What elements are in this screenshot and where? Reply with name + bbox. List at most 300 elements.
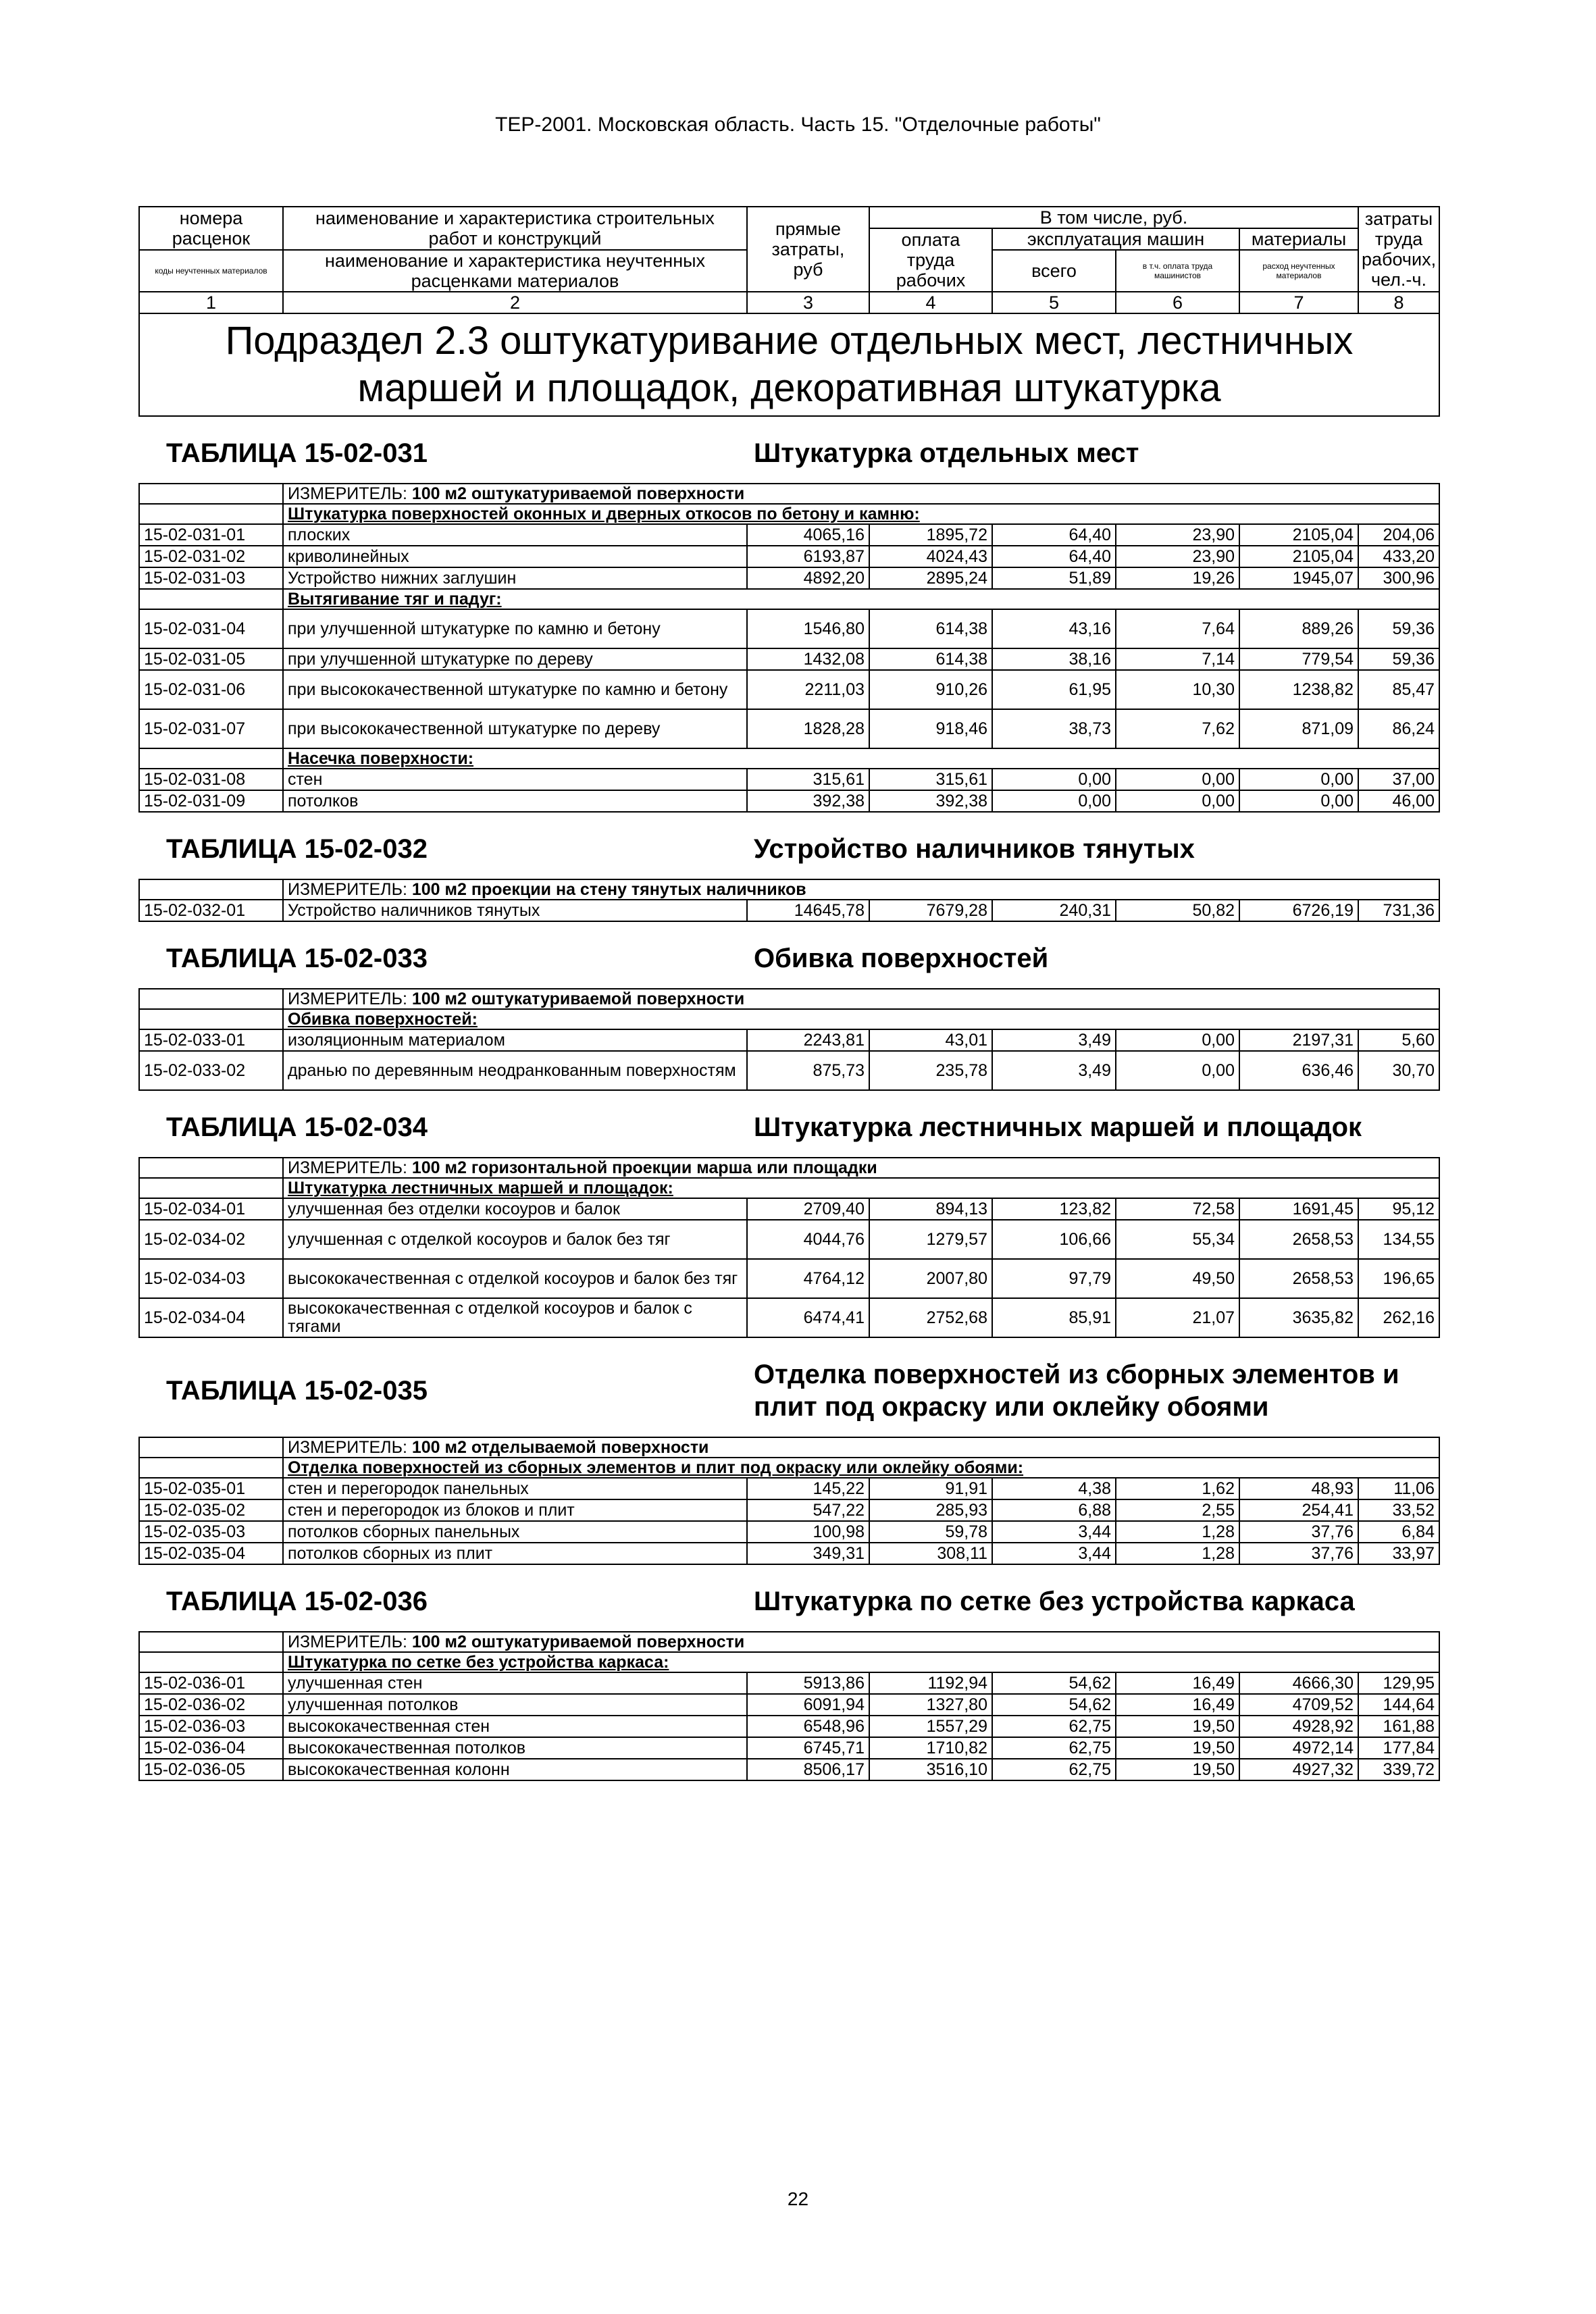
- labor-pay: 1192,94: [869, 1672, 992, 1694]
- rate-description: Устройство нижних заглушин: [283, 567, 747, 589]
- materials-cost: 636,46: [1239, 1051, 1358, 1090]
- labor-pay: 235,78: [869, 1051, 992, 1090]
- materials-cost: 1238,82: [1239, 670, 1358, 709]
- machines-total: 62,75: [992, 1716, 1116, 1737]
- labor-hours: 161,88: [1358, 1716, 1439, 1737]
- table-row: [139, 670, 1439, 709]
- labor-pay: 2007,80: [869, 1259, 992, 1298]
- table-row: [139, 1759, 1439, 1780]
- col-number: 1: [139, 292, 283, 313]
- materials-cost: 254,41: [1239, 1499, 1358, 1521]
- materials-cost: 1945,07: [1239, 567, 1358, 589]
- table-row: [139, 1499, 1439, 1521]
- rate-description: стен и перегородок панельных: [283, 1478, 747, 1499]
- rate-description: высококачественная потолков: [283, 1737, 747, 1759]
- measure-label: ИЗМЕРИТЕЛЬ:: [288, 1437, 407, 1457]
- direct-cost: 6193,87: [747, 546, 869, 567]
- machines-total: 38,73: [992, 709, 1116, 748]
- measure-label: ИЗМЕРИТЕЛЬ:: [288, 484, 407, 503]
- table-title: Штукатурка лестничных маршей и площадок: [747, 1090, 1439, 1158]
- table-name: ТАБЛИЦА 15-02-034: [139, 1090, 747, 1158]
- direct-cost: 392,38: [747, 790, 869, 812]
- labor-hours: 37,00: [1358, 769, 1439, 790]
- measure-spacer: [139, 989, 283, 1009]
- group-heading: Штукатурка лестничных маршей и площадок:: [283, 1178, 1439, 1198]
- group-heading-row: [139, 1009, 1439, 1029]
- table-row: [139, 1521, 1439, 1543]
- column-number-row: [139, 292, 1439, 313]
- measure-text: 100 м2 оштукатуриваемой поверхности: [411, 989, 745, 1008]
- measure-row: [139, 484, 1439, 504]
- machines-total: 51,89: [992, 567, 1116, 589]
- col2-header: наименование и характеристика строительных работ и конструкций: [283, 207, 747, 250]
- table-row: [139, 1198, 1439, 1220]
- rate-code: 15-02-036-04: [139, 1737, 283, 1759]
- labor-pay: 3516,10: [869, 1759, 992, 1780]
- materials-cost: 4709,52: [1239, 1694, 1358, 1716]
- rate-code: 15-02-036-02: [139, 1694, 283, 1716]
- measure-label: ИЗМЕРИТЕЛЬ:: [288, 1158, 407, 1177]
- machines-total: 54,62: [992, 1672, 1116, 1694]
- machines-header: эксплуатация машин: [992, 228, 1239, 250]
- machinists-pay: 50,82: [1116, 900, 1239, 921]
- table-name: ТАБЛИЦА 15-02-032: [139, 812, 747, 879]
- table-row: [139, 1220, 1439, 1259]
- machinists-pay: 0,00: [1116, 1029, 1239, 1051]
- group-heading-row: [139, 1652, 1439, 1672]
- machinists-pay: 49,50: [1116, 1259, 1239, 1298]
- machines-total: 38,16: [992, 648, 1116, 670]
- table-row: [139, 900, 1439, 921]
- labor-hours: 11,06: [1358, 1478, 1439, 1499]
- materials-cost: 37,76: [1239, 1543, 1358, 1564]
- direct-cost: 4764,12: [747, 1259, 869, 1298]
- table-heading-row: [139, 416, 1439, 484]
- col-number: 3: [747, 292, 869, 313]
- machines-total: 106,66: [992, 1220, 1116, 1259]
- table-title: Обивка поверхностей: [747, 921, 1439, 989]
- rate-code: 15-02-031-02: [139, 546, 283, 567]
- col-number: 7: [1239, 292, 1358, 313]
- labor-pay: 7679,28: [869, 900, 992, 921]
- machinists-pay: 21,07: [1116, 1298, 1239, 1337]
- machinists-pay: 23,90: [1116, 524, 1239, 546]
- rate-code: 15-02-034-02: [139, 1220, 283, 1259]
- direct-cost: 6745,71: [747, 1737, 869, 1759]
- rate-code: 15-02-034-03: [139, 1259, 283, 1298]
- machinists-pay: 19,50: [1116, 1737, 1239, 1759]
- machinists-pay: 10,30: [1116, 670, 1239, 709]
- labor-hours: 95,12: [1358, 1198, 1439, 1220]
- subsection-title-row: [139, 313, 1439, 416]
- rate-description: улучшенная с отделкой косоуров и балок без тяг: [283, 1220, 747, 1259]
- table-row: [139, 769, 1439, 790]
- rate-description: стен и перегородок из блоков и плит: [283, 1499, 747, 1521]
- group-heading: Насечка поверхности:: [283, 748, 1439, 769]
- materials-cost: 889,26: [1239, 609, 1358, 648]
- measure-unit: [283, 989, 1439, 1009]
- group-spacer: [139, 1652, 283, 1672]
- rate-code: 15-02-032-01: [139, 900, 283, 921]
- page-header: ТЕР-2001. Московская область. Часть 15. "Отделочные работы": [495, 113, 1101, 136]
- table-row: [139, 790, 1439, 812]
- rate-code: 15-02-031-03: [139, 567, 283, 589]
- col-number: 2: [283, 292, 747, 313]
- table-heading-row: [139, 1564, 1439, 1632]
- labor-pay: 614,38: [869, 648, 992, 670]
- machines-total: 43,16: [992, 609, 1116, 648]
- table-row: [139, 1716, 1439, 1737]
- measure-text: 100 м2 оштукатуриваемой поверхности: [411, 1632, 745, 1651]
- materials-cost: 37,76: [1239, 1521, 1358, 1543]
- incl-header: В том числе, руб.: [869, 207, 1358, 228]
- machinists-pay: 0,00: [1116, 1051, 1239, 1090]
- rate-description: высококачественная с отделкой косоуров и балок с тягами: [283, 1298, 747, 1337]
- measure-row: [139, 1632, 1439, 1652]
- page-number: 22: [787, 2188, 809, 2209]
- rate-description: высококачественная стен: [283, 1716, 747, 1737]
- rate-code: 15-02-033-02: [139, 1051, 283, 1090]
- col1-header: номера расценок: [139, 207, 283, 250]
- table-row: [139, 709, 1439, 748]
- materials-cost: 871,09: [1239, 709, 1358, 748]
- materials-cost: 6726,19: [1239, 900, 1358, 921]
- labor-hours: 134,55: [1358, 1220, 1439, 1259]
- machines-total: 64,40: [992, 524, 1116, 546]
- group-heading: Обивка поверхностей:: [283, 1009, 1439, 1029]
- rate-code: 15-02-031-09: [139, 790, 283, 812]
- labor-pay: 91,91: [869, 1478, 992, 1499]
- measure-unit: [283, 1158, 1439, 1178]
- rate-description: изоляционным материалом: [283, 1029, 747, 1051]
- direct-cost: 4892,20: [747, 567, 869, 589]
- labor-pay: 1327,80: [869, 1694, 992, 1716]
- rate-code: 15-02-034-04: [139, 1298, 283, 1337]
- col2-subheader: наименование и характеристика неучтенных расценками материалов: [283, 250, 747, 292]
- rate-description: улучшенная потолков: [283, 1694, 747, 1716]
- direct-cost: 349,31: [747, 1543, 869, 1564]
- group-heading-row: [139, 589, 1439, 609]
- materials-cost: 2105,04: [1239, 546, 1358, 567]
- rate-code: 15-02-035-01: [139, 1478, 283, 1499]
- machines-total: 3,49: [992, 1051, 1116, 1090]
- measure-row: [139, 1437, 1439, 1458]
- labor-hours: 196,65: [1358, 1259, 1439, 1298]
- labor-hours: 433,20: [1358, 546, 1439, 567]
- labor-hours: 30,70: [1358, 1051, 1439, 1090]
- direct-cost: 6548,96: [747, 1716, 869, 1737]
- col5-header: всего: [992, 250, 1116, 292]
- table-row: [139, 1478, 1439, 1499]
- col8-header: затраты труда рабочих, чел.-ч.: [1358, 207, 1439, 292]
- col3-header: прямые затраты, руб: [747, 207, 869, 292]
- machines-total: 3,44: [992, 1543, 1116, 1564]
- direct-cost: 4065,16: [747, 524, 869, 546]
- direct-cost: 6474,41: [747, 1298, 869, 1337]
- machines-total: 240,31: [992, 900, 1116, 921]
- materials-cost: 1691,45: [1239, 1198, 1358, 1220]
- direct-cost: 100,98: [747, 1521, 869, 1543]
- machines-total: 0,00: [992, 769, 1116, 790]
- measure-row: [139, 1158, 1439, 1178]
- measure-row: [139, 989, 1439, 1009]
- labor-pay: 315,61: [869, 769, 992, 790]
- machines-total: 64,40: [992, 546, 1116, 567]
- machinists-pay: 72,58: [1116, 1198, 1239, 1220]
- rate-description: стен: [283, 769, 747, 790]
- machinists-pay: 19,26: [1116, 567, 1239, 589]
- direct-cost: 2211,03: [747, 670, 869, 709]
- group-heading: Вытягивание тяг и падуг:: [283, 589, 1439, 609]
- rate-description: при высококачественной штукатурке по камню и бетону: [283, 670, 747, 709]
- labor-pay: 2895,24: [869, 567, 992, 589]
- table-title: Устройство наличников тянутых: [747, 812, 1439, 879]
- table-name: ТАБЛИЦА 15-02-031: [139, 416, 747, 484]
- measure-unit: [283, 1632, 1439, 1652]
- machinists-pay: 1,28: [1116, 1543, 1239, 1564]
- labor-hours: 204,06: [1358, 524, 1439, 546]
- measure-spacer: [139, 1158, 283, 1178]
- measure-unit: [283, 879, 1439, 900]
- rate-code: 15-02-036-05: [139, 1759, 283, 1780]
- rate-code: 15-02-031-08: [139, 769, 283, 790]
- machines-total: 4,38: [992, 1478, 1116, 1499]
- table-row: [139, 1672, 1439, 1694]
- machines-total: 3,44: [992, 1521, 1116, 1543]
- rate-description: при улучшенной штукатурке по дереву: [283, 648, 747, 670]
- rate-code: 15-02-036-01: [139, 1672, 283, 1694]
- rate-description: высококачественная колонн: [283, 1759, 747, 1780]
- measure-text: 100 м2 горизонтальной проекции марша или площадки: [411, 1158, 877, 1177]
- machinists-pay: 19,50: [1116, 1716, 1239, 1737]
- labor-hours: 144,64: [1358, 1694, 1439, 1716]
- machines-total: 61,95: [992, 670, 1116, 709]
- group-heading: Штукатурка по сетке без устройства каркаса:: [283, 1652, 1439, 1672]
- table-row: [139, 1259, 1439, 1298]
- col6-header: в т.ч. оплата труда машинистов: [1116, 250, 1239, 292]
- col1-subheader: коды неучтенных материалов: [139, 250, 283, 292]
- labor-pay: 4024,43: [869, 546, 992, 567]
- rate-description: дранью по деревянным неодранкованным поверхностям: [283, 1051, 747, 1090]
- machinists-pay: 0,00: [1116, 769, 1239, 790]
- machines-total: 54,62: [992, 1694, 1116, 1716]
- labor-hours: 5,60: [1358, 1029, 1439, 1051]
- labor-pay: 1557,29: [869, 1716, 992, 1737]
- rate-description: улучшенная стен: [283, 1672, 747, 1694]
- materials-cost: 48,93: [1239, 1478, 1358, 1499]
- machines-total: 62,75: [992, 1737, 1116, 1759]
- group-spacer: [139, 504, 283, 524]
- col7-header: расход неучтенных материалов: [1239, 250, 1358, 292]
- column-header-row: [139, 207, 1439, 228]
- machines-total: 0,00: [992, 790, 1116, 812]
- group-spacer: [139, 748, 283, 769]
- measure-spacer: [139, 484, 283, 504]
- rate-code: 15-02-034-01: [139, 1198, 283, 1220]
- direct-cost: 4044,76: [747, 1220, 869, 1259]
- table-row: [139, 524, 1439, 546]
- machinists-pay: 1,28: [1116, 1521, 1239, 1543]
- materials-cost: 779,54: [1239, 648, 1358, 670]
- labor-hours: 339,72: [1358, 1759, 1439, 1780]
- direct-cost: 315,61: [747, 769, 869, 790]
- col-number: 8: [1358, 292, 1439, 313]
- labor-pay: 285,93: [869, 1499, 992, 1521]
- labor-hours: 86,24: [1358, 709, 1439, 748]
- table-heading-row: [139, 921, 1439, 989]
- table-row: [139, 546, 1439, 567]
- labor-pay: 1710,82: [869, 1737, 992, 1759]
- measure-spacer: [139, 1437, 283, 1458]
- measure-text: 100 м2 оштукатуриваемой поверхности: [411, 484, 745, 503]
- group-heading-row: [139, 748, 1439, 769]
- machinists-pay: 1,62: [1116, 1478, 1239, 1499]
- machines-total: 3,49: [992, 1029, 1116, 1051]
- labor-hours: 177,84: [1358, 1737, 1439, 1759]
- labor-pay: 894,13: [869, 1198, 992, 1220]
- machinists-pay: 23,90: [1116, 546, 1239, 567]
- subsection-title: Подраздел 2.3 оштукатуривание отдельных мест, лестничных маршей и площадок, декоративная штукатурка: [139, 313, 1439, 416]
- materials-cost: 0,00: [1239, 790, 1358, 812]
- table-name: ТАБЛИЦА 15-02-035: [139, 1337, 747, 1437]
- table-heading-row: [139, 1337, 1439, 1437]
- rate-description: Устройство наличников тянутых: [283, 900, 747, 921]
- machinists-pay: 19,50: [1116, 1759, 1239, 1780]
- table-title: Отделка поверхностей из сборных элементов и плит под окраску или оклейку обоями: [747, 1337, 1439, 1437]
- labor-hours: 6,84: [1358, 1521, 1439, 1543]
- materials-cost: 0,00: [1239, 769, 1358, 790]
- table-row: [139, 648, 1439, 670]
- labor-pay: 59,78: [869, 1521, 992, 1543]
- measure-spacer: [139, 1632, 283, 1652]
- machines-total: 97,79: [992, 1259, 1116, 1298]
- direct-cost: 5913,86: [747, 1672, 869, 1694]
- rate-code: 15-02-031-04: [139, 609, 283, 648]
- materials-cost: 4927,32: [1239, 1759, 1358, 1780]
- measure-label: ИЗМЕРИТЕЛЬ:: [288, 1632, 407, 1651]
- materials-cost: 2658,53: [1239, 1220, 1358, 1259]
- direct-cost: 145,22: [747, 1478, 869, 1499]
- rate-description: при улучшенной штукатурке по камню и бетону: [283, 609, 747, 648]
- labor-hours: 46,00: [1358, 790, 1439, 812]
- col4-header: оплата труда рабочих: [869, 228, 992, 292]
- rate-description: потолков сборных панельных: [283, 1521, 747, 1543]
- rate-description: высококачественная с отделкой косоуров и балок без тяг: [283, 1259, 747, 1298]
- labor-hours: 300,96: [1358, 567, 1439, 589]
- machinists-pay: 55,34: [1116, 1220, 1239, 1259]
- labor-pay: 614,38: [869, 609, 992, 648]
- rate-code: 15-02-035-03: [139, 1521, 283, 1543]
- materials-cost: 4666,30: [1239, 1672, 1358, 1694]
- rate-description: плоских: [283, 524, 747, 546]
- machines-total: 85,91: [992, 1298, 1116, 1337]
- machines-total: 6,88: [992, 1499, 1116, 1521]
- labor-hours: 59,36: [1358, 648, 1439, 670]
- rates-table: [138, 206, 1440, 1781]
- rate-code: 15-02-036-03: [139, 1716, 283, 1737]
- machinists-pay: 0,00: [1116, 790, 1239, 812]
- materials-cost: 4972,14: [1239, 1737, 1358, 1759]
- direct-cost: 8506,17: [747, 1759, 869, 1780]
- table-row: [139, 1029, 1439, 1051]
- rate-code: 15-02-035-04: [139, 1543, 283, 1564]
- labor-pay: 918,46: [869, 709, 992, 748]
- labor-pay: 1279,57: [869, 1220, 992, 1259]
- group-heading: Отделка поверхностей из сборных элементов и плит под окраску или оклейку обоями:: [283, 1458, 1439, 1478]
- labor-pay: 392,38: [869, 790, 992, 812]
- labor-hours: 129,95: [1358, 1672, 1439, 1694]
- rate-code: 15-02-031-05: [139, 648, 283, 670]
- direct-cost: 14645,78: [747, 900, 869, 921]
- group-spacer: [139, 589, 283, 609]
- table-row: [139, 609, 1439, 648]
- rate-code: 15-02-031-06: [139, 670, 283, 709]
- measure-row: [139, 879, 1439, 900]
- rate-description: потолков сборных из плит: [283, 1543, 747, 1564]
- measure-unit: [283, 1437, 1439, 1458]
- table-name: ТАБЛИЦА 15-02-033: [139, 921, 747, 989]
- labor-hours: 262,16: [1358, 1298, 1439, 1337]
- materials-cost: 2197,31: [1239, 1029, 1358, 1051]
- table-row: [139, 1051, 1439, 1090]
- rate-description: при высококачественной штукатурке по дереву: [283, 709, 747, 748]
- table-heading-row: [139, 1090, 1439, 1158]
- machines-total: 123,82: [992, 1198, 1116, 1220]
- direct-cost: 547,22: [747, 1499, 869, 1521]
- table-row: [139, 1694, 1439, 1716]
- col-number: 4: [869, 292, 992, 313]
- labor-hours: 731,36: [1358, 900, 1439, 921]
- table-row: [139, 1737, 1439, 1759]
- table-row: [139, 1543, 1439, 1564]
- labor-hours: 33,52: [1358, 1499, 1439, 1521]
- measure-spacer: [139, 879, 283, 900]
- direct-cost: 6091,94: [747, 1694, 869, 1716]
- labor-pay: 2752,68: [869, 1298, 992, 1337]
- labor-hours: 59,36: [1358, 609, 1439, 648]
- measure-label: ИЗМЕРИТЕЛЬ:: [288, 879, 407, 899]
- table-row: [139, 1298, 1439, 1337]
- rate-code: 15-02-033-01: [139, 1029, 283, 1051]
- col-number: 5: [992, 292, 1116, 313]
- direct-cost: 1546,80: [747, 609, 869, 648]
- rate-description: криволинейных: [283, 546, 747, 567]
- machinists-pay: 7,14: [1116, 648, 1239, 670]
- labor-pay: 1895,72: [869, 524, 992, 546]
- direct-cost: 1432,08: [747, 648, 869, 670]
- rates-sheet: [138, 206, 1439, 1781]
- group-heading-row: [139, 1458, 1439, 1478]
- labor-pay: 43,01: [869, 1029, 992, 1051]
- group-heading-row: [139, 1178, 1439, 1198]
- labor-hours: 85,47: [1358, 670, 1439, 709]
- machines-total: 62,75: [992, 1759, 1116, 1780]
- col-number: 6: [1116, 292, 1239, 313]
- measure-label: ИЗМЕРИТЕЛЬ:: [288, 989, 407, 1008]
- group-spacer: [139, 1458, 283, 1478]
- labor-pay: 910,26: [869, 670, 992, 709]
- group-spacer: [139, 1009, 283, 1029]
- table-name: ТАБЛИЦА 15-02-036: [139, 1564, 747, 1632]
- materials-cost: 2658,53: [1239, 1259, 1358, 1298]
- machinists-pay: 16,49: [1116, 1672, 1239, 1694]
- rate-code: 15-02-035-02: [139, 1499, 283, 1521]
- labor-pay: 308,11: [869, 1543, 992, 1564]
- group-heading: Штукатурка поверхностей оконных и дверных откосов по бетону и камню:: [283, 504, 1439, 524]
- rate-description: потолков: [283, 790, 747, 812]
- machinists-pay: 2,55: [1116, 1499, 1239, 1521]
- table-title: Штукатурка отдельных мест: [747, 416, 1439, 484]
